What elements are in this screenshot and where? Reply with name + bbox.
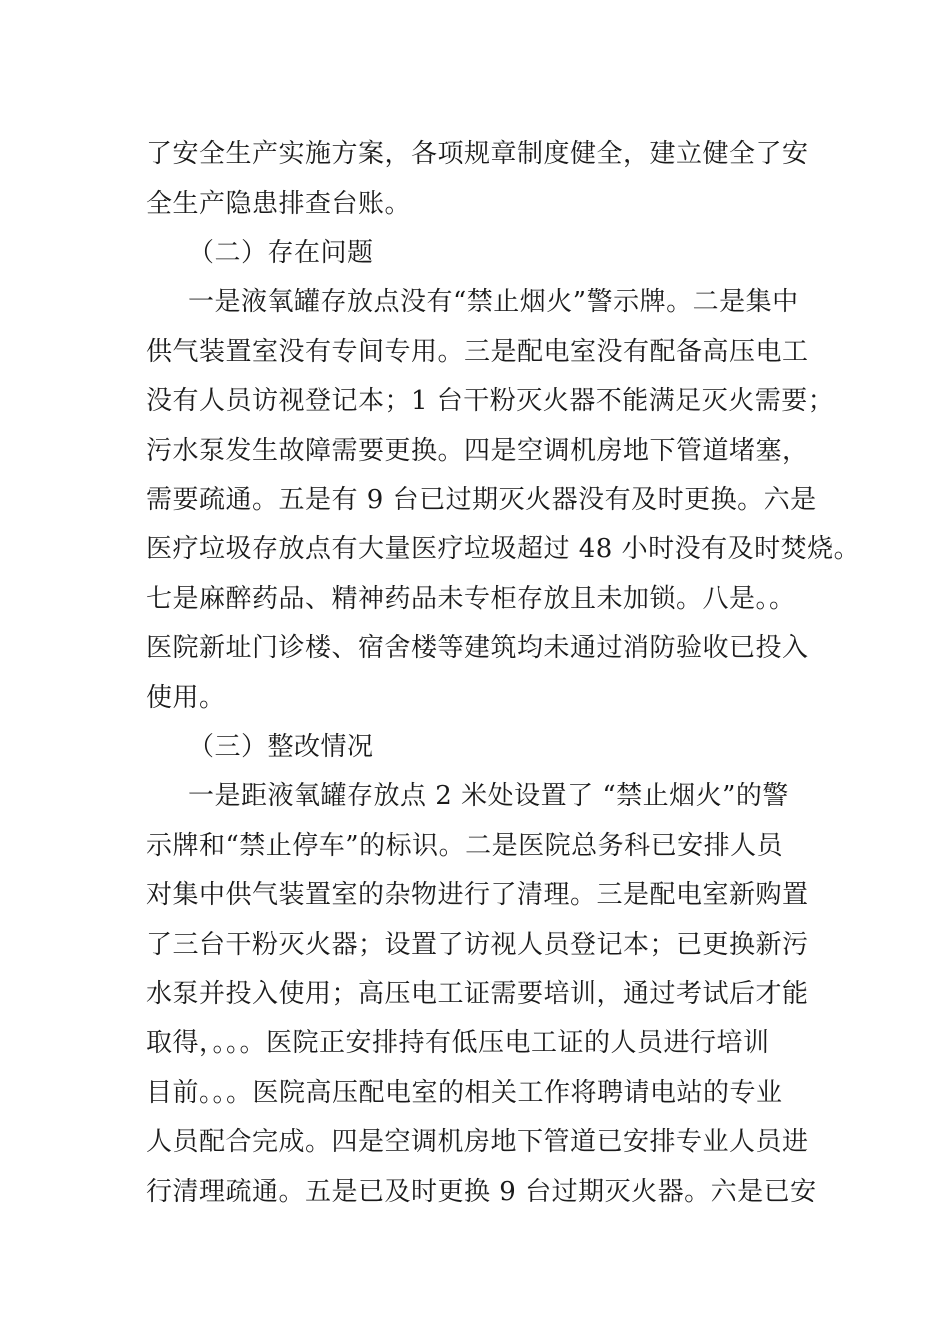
paragraph-line: 一是距液氧罐存放点 2 米处设置了 “禁止烟火”的警 (188, 781, 789, 811)
paragraph-line: 取得，。。。医院正安排持有低压电工证的人员进行培训 (146, 1028, 770, 1058)
paragraph-line: 没有人员访视登记本；1 台干粉灭火器不能满足灭火需要； (146, 386, 835, 416)
paragraph-line: 对集中供气装置室的杂物进行了清理。三是配电室新购置 (146, 880, 809, 910)
paragraph-line: 全生产隐患排查台账。 (146, 189, 412, 219)
paragraph-line: 使用。 (146, 683, 226, 713)
paragraph-line: 示牌和“禁止停车”的标识。二是医院总务科已安排人员 (146, 831, 784, 861)
section-heading-problems: （二）存在问题 (188, 238, 374, 268)
paragraph-line: 医疗垃圾存放点有大量医疗垃圾超过 48 小时没有及时焚烧。 (146, 534, 861, 564)
paragraph-line: 七是麻醉药品、精神药品未专柜存放且未加锁。八是。。 (146, 584, 796, 614)
paragraph-line: 一是液氧罐存放点没有“禁止烟火”警示牌。二是集中 (188, 287, 799, 317)
paragraph-line: 医院新址门诊楼、宿舍楼等建筑均未通过消防验收已投入 (146, 633, 809, 663)
paragraph-line: 了三台干粉灭火器；设置了访视人员登记本；已更换新污 (146, 930, 809, 960)
paragraph-line: 需要疏通。五是有 9 台已过期灭火器没有及时更换。六是 (146, 485, 817, 515)
section-heading-rectification: （三）整改情况 (188, 732, 374, 762)
paragraph-line: 目前。。。医院高压配电室的相关工作将聘请电站的专业 (146, 1078, 783, 1108)
paragraph-line: 了安全生产实施方案，各项规章制度健全，建立健全了安 (146, 139, 809, 169)
paragraph-line: 水泵并投入使用；高压电工证需要培训，通过考试后才能 (146, 979, 809, 1009)
paragraph-line: 人员配合完成。四是空调机房地下管道已安排专业人员进 (146, 1127, 809, 1157)
paragraph-line: 行清理疏通。五是已及时更换 9 台过期灭火器。六是已安 (146, 1177, 817, 1207)
paragraph-line: 污水泵发生故障需要更换。四是空调机房地下管道堵塞， (146, 436, 809, 466)
paragraph-line: 供气装置室没有专间专用。三是配电室没有配备高压电工 (146, 337, 809, 367)
